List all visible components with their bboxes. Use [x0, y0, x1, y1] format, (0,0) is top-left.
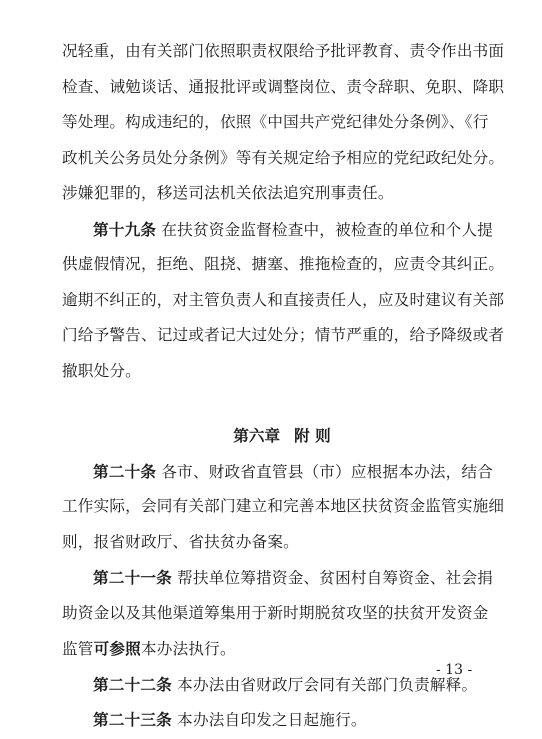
text-line: 检查、诫勉谈话、通报批评或调整岗位、责令辞职、免职、降职 [62, 77, 505, 96]
text-line: 等处理。构成违纪的，依照《中国共产党纪律处分条例》、《行 [62, 113, 489, 131]
article-21-heading: 第二十一条 [93, 568, 172, 587]
article-22-text: 本办法由省财政厅会同有关部门负责解释。 [177, 675, 478, 694]
text-line: 撤职处分。 [62, 361, 141, 380]
article-21-last-bold: 可参照 [93, 639, 141, 658]
text-line: 涉嫌犯罪的，移送司法机关依法追究刑事责任。 [62, 184, 394, 202]
text-line: 则，报省财政厅、省扶贫办备案。 [62, 532, 299, 551]
article-20-text: 各市、财政省直管县（市）应根据本办法，结合 [161, 462, 494, 481]
document-body [62, 34, 505, 738]
article-23-text: 本办法自印发之日起施行。 [177, 711, 367, 729]
article-21-text: 帮扶单位筹措资金、贫困村自筹资金、社会捐 [177, 569, 494, 587]
article-19-text: 在扶贫资金监督检查中，被检查的单位和个人提 [161, 220, 494, 239]
article-21-last-prefix: 监管 [62, 640, 94, 658]
page-number: - 13 - [436, 662, 473, 678]
text-line: 工作实际，会同有关部门建立和完善本地区扶贫资金监管实施细 [62, 497, 505, 515]
text-line: 助资金以及其他渠道筹集用于新时期脱贫攻坚的扶贫开发资金 [62, 603, 489, 622]
text-line: 政机关公务员处分条例》等有关规定给予相应的党纪政纪处分。 [62, 148, 505, 167]
chapter-number: 第六章 [233, 426, 281, 445]
article-19-heading: 第十九条 [93, 219, 157, 239]
text-line: 门给予警告、记过或者记大过处分；情节严重的，给予降级或者 [62, 326, 505, 344]
text-line: 供虚假情况，拒绝、阻挠、搪塞、推拖检查的，应责令其纠正。 [62, 255, 505, 273]
chapter-title: 附 则 [294, 426, 331, 445]
article-23-heading: 第二十三条 [93, 710, 172, 729]
chapter-heading [62, 418, 502, 454]
article-23-line [62, 702, 502, 738]
article-21-last-suffix: 本办法执行。 [140, 640, 236, 658]
article-20-first-line [62, 454, 502, 490]
article-20-heading: 第二十条 [93, 461, 157, 481]
text-line: 逾期不纠正的，对主管负责人和直接责任人，应及时建议有关部 [62, 290, 505, 309]
article-22-heading: 第二十二条 [93, 674, 172, 694]
text-line: 况轻重，由有关部门依照职责权限给予批评教育、责令作出书面 [62, 42, 505, 60]
article-21-first-line [62, 560, 502, 596]
article-19-first-line [62, 212, 502, 248]
